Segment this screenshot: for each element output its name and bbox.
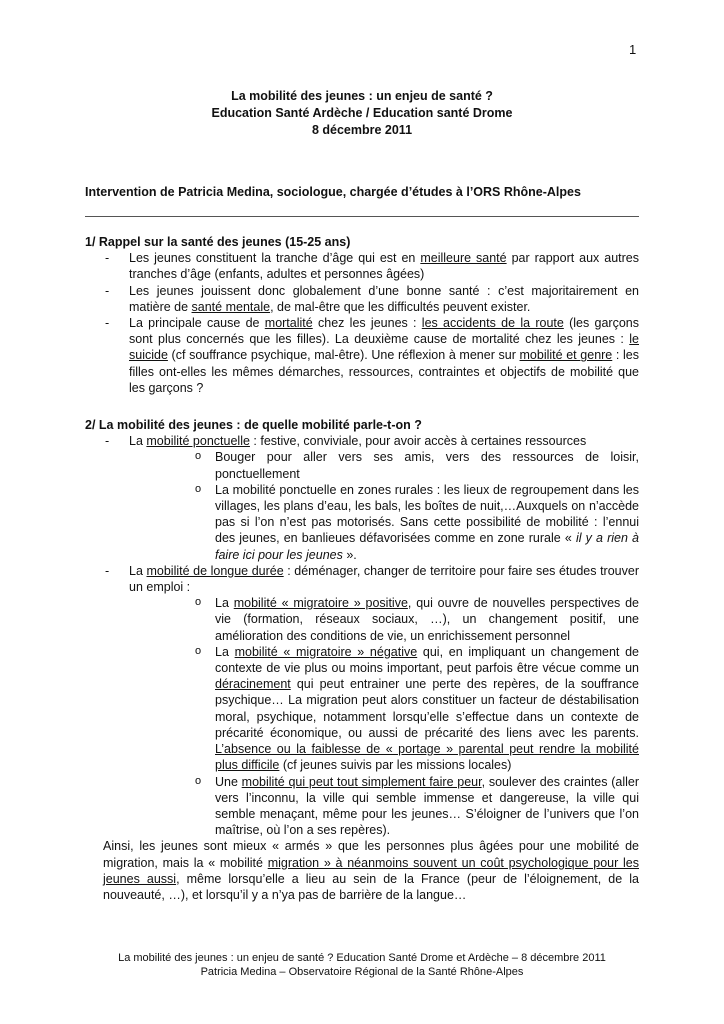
sub-list [129,595,639,838]
underlined-text: migration » à néanmoins souvent un coût psychologique pour les jeunes aussi [103,855,639,886]
underlined-text: L’absence ou la faiblesse de « portage » parental peut rendre la mobilité plus difficile [215,742,639,773]
footer-line-2: Patricia Medina – Observatoire Régional de la Santé Rhône-Alpes [200,966,524,978]
text-run: (les garçons sont plus concernés que les filles). La deuxième cause de mortalité chez les jeunes : [129,316,639,347]
underlined-text: mobilité qui peut tout simplement faire peur [241,774,482,789]
text-run: , de mal-être que les difficultés peuvent exister. [270,299,531,314]
text-run: Une [215,774,242,789]
list-item [85,563,639,838]
section-1-list [85,250,639,396]
sub-list-item [129,595,639,644]
italic-quote: il y a rien à faire ici pour les jeunes [215,531,639,562]
underlined-text: mobilité « migratoire » positive [233,596,408,611]
document-date: 8 décembre 2011 [311,123,413,137]
underlined-text: mobilité ponctuelle [146,434,250,449]
underlined-text: mobilité et genre [519,348,613,363]
sub-list [129,449,639,562]
list-item [85,250,639,282]
text-run: (cf souffrance psychique, mal-être). Une réflexion à mener sur [167,348,520,363]
text-run: La mobilité ponctuelle en zones rurales : les lieux de regroupement dans les villages, les plans d’eau, les bals, les boîtes de nuit,…Auxquels on n’accède pas si l’on n’est pas motorisés. Sans cette possibilité de mobilité : l’ennui des jeunes, en banlieues défavorisées comme en zone rurale « [215,482,639,546]
text-run: chez les jeunes : [312,316,422,331]
text-run: : déménager, changer de territoire pour faire ses études trouver un emploi : [129,563,639,595]
sub-list-item [129,482,639,563]
document-title: La mobilité des jeunes : un enjeu de santé ? [231,89,493,103]
underlined-text: mobilité de longue durée [146,563,284,578]
section-2-heading: 2/ La mobilité des jeunes : de quelle mobilité parle-t-on ? [85,418,422,433]
underlined-text: santé mentale [191,299,271,314]
document-title-block [80,88,644,139]
text-run: Bouger pour aller vers ses amis, vers des ressources de loisir, ponctuellement [215,450,639,481]
closing-paragraph [85,838,639,903]
document-body [85,234,639,903]
list-item [85,283,639,315]
text-run: (cf jeunes suivis par les missions locales) [279,758,512,773]
text-run: , qui ouvre de nouvelles perspectives de vie (formation, réseaux sociaux, …), un changement positif, une amélioration des conditions de vie, un enrichissement personnel [215,596,639,643]
underlined-text: le suicide [129,332,639,363]
text-run: ». [342,547,357,562]
text-run: : les filles ont-elles les mêmes démarches, ressources, contraintes et objectifs de mobilité que les garçons ? [129,348,639,395]
section-1-heading: 1/ Rappel sur la santé des jeunes (15-25 ans) [85,235,351,249]
document-organizers: Education Santé Ardèche / Education santé Drome [211,106,513,120]
footer-line-1: La mobilité des jeunes : un enjeu de santé ? Education Santé Drome et Ardèche – 8 décembre 2011 [118,952,606,964]
sub-list-item [129,449,639,481]
section-2-list [85,433,639,838]
text-run: La [129,434,147,449]
text-run: qui peut entrainer une perte des repères, de la souffrance psychique… La migration peut alors constituer un facteur de déstabilisation moral, psychique, notamment lorsqu’elle s’effectue dans un contexte de précarité économique, ou aussi de précarité des liens avec les parents. [215,677,639,740]
horizontal-rule [85,216,639,217]
intervention-line: Intervention de Patricia Medina, sociologue, chargée d’études à l’ORS Rhône-Alpes [85,185,581,199]
underlined-text: mobilité « migratoire » négative [234,644,418,659]
text-run: , soulever des craintes (aller vers l’inconnu, la ville qui semble immense et dangereuse, la ville qui semble menaçant, même pour les jeunes… S’éloigner de l’univers que l’on maîtrise, où l’on a ses repères). [215,774,639,838]
text-run: : festive, conviviale, pour avoir accès à certaines ressources [249,434,587,449]
underlined-text: meilleure santé [420,251,507,266]
text-run: Ainsi, les jeunes sont mieux « armés » que les personnes plus âgées pour une mobilité de migration, mais la « mobilité [103,839,639,870]
text-run: La [215,644,235,659]
underlined-text: mortalité [264,316,313,331]
text-run: Les jeunes jouissent donc globalement d’une bonne santé : c’est majoritairement en matière de [129,283,639,314]
underlined-text: les accidents de la route [421,316,564,331]
text-run: La [129,563,147,578]
sub-list-item [129,774,639,839]
sub-list-item [129,644,639,774]
page-number: 1 [629,42,637,57]
text-run: par rapport aux autres tranches d’âge (enfants, adultes et personnes âgées) [129,251,640,282]
text-run: qui, en impliquant un changement de contexte de vie plus ou moins important, peut parfois être vécue comme un [215,644,640,676]
text-run: La [215,596,234,611]
text-run: Les jeunes constituent la tranche d’âge qui est en [129,251,421,266]
text-run: , même lorsqu’elle a lieu au sein de la France (peur de l’éloignement, de la nouveauté, …), et lorsqu’il y a n’ya pas de barrière de la langue… [103,871,639,902]
list-item [85,315,639,396]
page-footer [80,951,644,979]
underlined-text: déracinement [215,677,291,692]
list-item [85,433,639,563]
text-run: La principale cause de [129,316,265,331]
